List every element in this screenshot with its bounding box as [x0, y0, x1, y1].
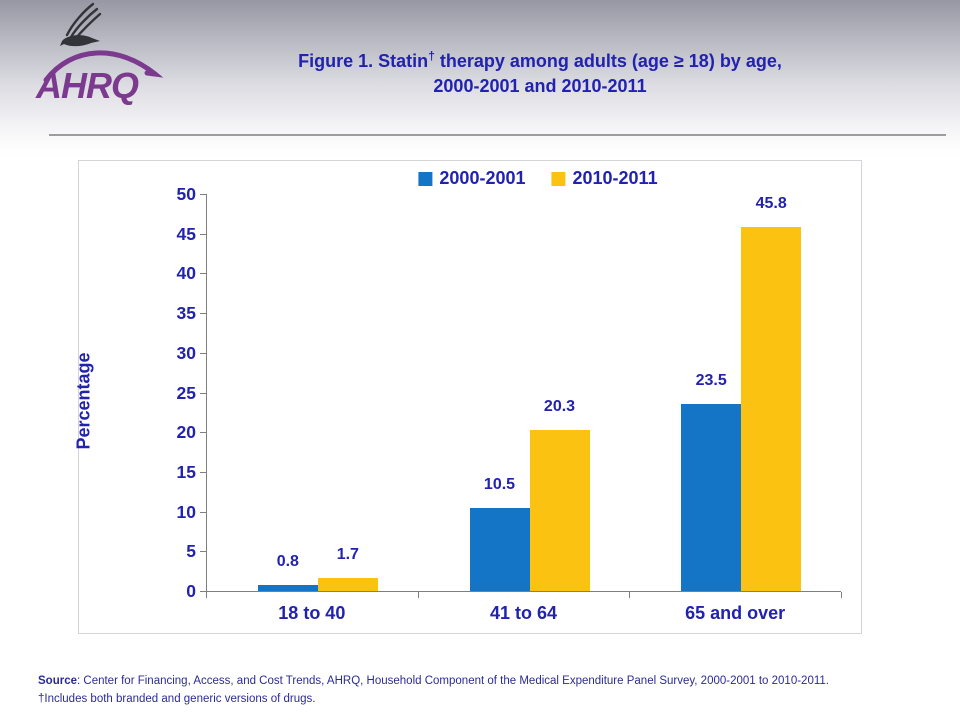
x-tick-mark [418, 592, 419, 598]
y-tick-label: 0 [186, 581, 196, 601]
y-axis-title: Percentage [73, 352, 94, 450]
y-tick-label: 45 [176, 223, 196, 244]
bar-value-label: 23.5 [695, 372, 727, 390]
figure-title-line2: 2000-2001 and 2010-2011 [433, 76, 647, 96]
bar-value-label: 0.8 [276, 552, 299, 570]
ahrq-logo [34, 44, 164, 106]
chart-legend [405, 168, 670, 189]
bar-2010-2011-65-and-over [741, 227, 801, 591]
legend-swatch-icon [552, 172, 566, 186]
y-tick-label: 40 [176, 263, 196, 284]
y-tick-label: 35 [176, 303, 196, 324]
legend-swatch-icon [418, 172, 432, 186]
y-tick-label: 25 [176, 382, 196, 403]
bar-value-label: 20.3 [543, 397, 576, 415]
y-tick-mark [200, 393, 206, 394]
y-tick-label: 10 [176, 501, 196, 522]
y-tick-mark [200, 432, 206, 433]
y-tick-label: 30 [176, 342, 196, 363]
y-tick-label: 50 [176, 184, 196, 204]
bar-2010-2011-18-to-40 [318, 578, 378, 591]
y-tick-mark [200, 234, 206, 235]
bar-2000-2001-41-to-64 [470, 508, 530, 591]
figure-title [240, 49, 840, 99]
y-tick-mark [200, 551, 206, 552]
y-tick-label: 15 [176, 461, 196, 482]
y-tick-mark [200, 512, 206, 513]
y-tick-mark [200, 353, 206, 354]
header-divider [49, 134, 946, 136]
source-text: : Center for Financing, Access, and Cost Trends, AHRQ, Household Component of the Medical Expenditure Panel Survey, 2000-2001 to 2010-2011. [77, 675, 829, 687]
source-label: Source [38, 675, 77, 687]
footnote-line: †Includes both branded and generic versions of drugs. [38, 692, 316, 705]
y-tick-label: 5 [186, 541, 196, 562]
ahrq-logo-text: AHRQ [36, 65, 138, 106]
bar-chart [73, 160, 862, 634]
legend-item [418, 168, 525, 189]
source-note [38, 673, 829, 708]
x-tick-mark [841, 592, 842, 598]
y-tick-mark [200, 313, 206, 314]
source-line [38, 673, 829, 691]
bar-2010-2011-41-to-64 [530, 430, 590, 591]
bar-value-label: 45.8 [755, 195, 787, 213]
x-category-label: 65 and over [685, 603, 786, 623]
hhs-eagle-icon [58, 2, 104, 48]
bar-2000-2001-18-to-40 [258, 585, 318, 591]
x-category-label: 18 to 40 [278, 603, 346, 623]
bar-value-label: 10.5 [483, 475, 516, 493]
legend-label: 2000-2001 [439, 168, 526, 188]
bar-2000-2001-65-and-over [681, 404, 741, 591]
figure-title-line1: Figure 1. Statin† therapy among adults (age ≥ 18) by age, [298, 49, 782, 71]
legend-item [552, 168, 658, 189]
x-axis-line [206, 591, 841, 592]
x-tick-mark [206, 592, 207, 598]
x-tick-mark [629, 592, 630, 598]
y-tick-mark [200, 273, 206, 274]
y-tick-mark [200, 194, 206, 195]
x-category-label: 41 to 64 [489, 603, 558, 623]
y-axis-line [206, 194, 207, 591]
y-tick-label: 20 [176, 422, 196, 443]
y-tick-mark [200, 472, 206, 473]
dagger-superscript: † [428, 49, 435, 63]
bar-value-label: 1.7 [336, 545, 359, 563]
legend-label: 2010-2011 [572, 168, 658, 188]
